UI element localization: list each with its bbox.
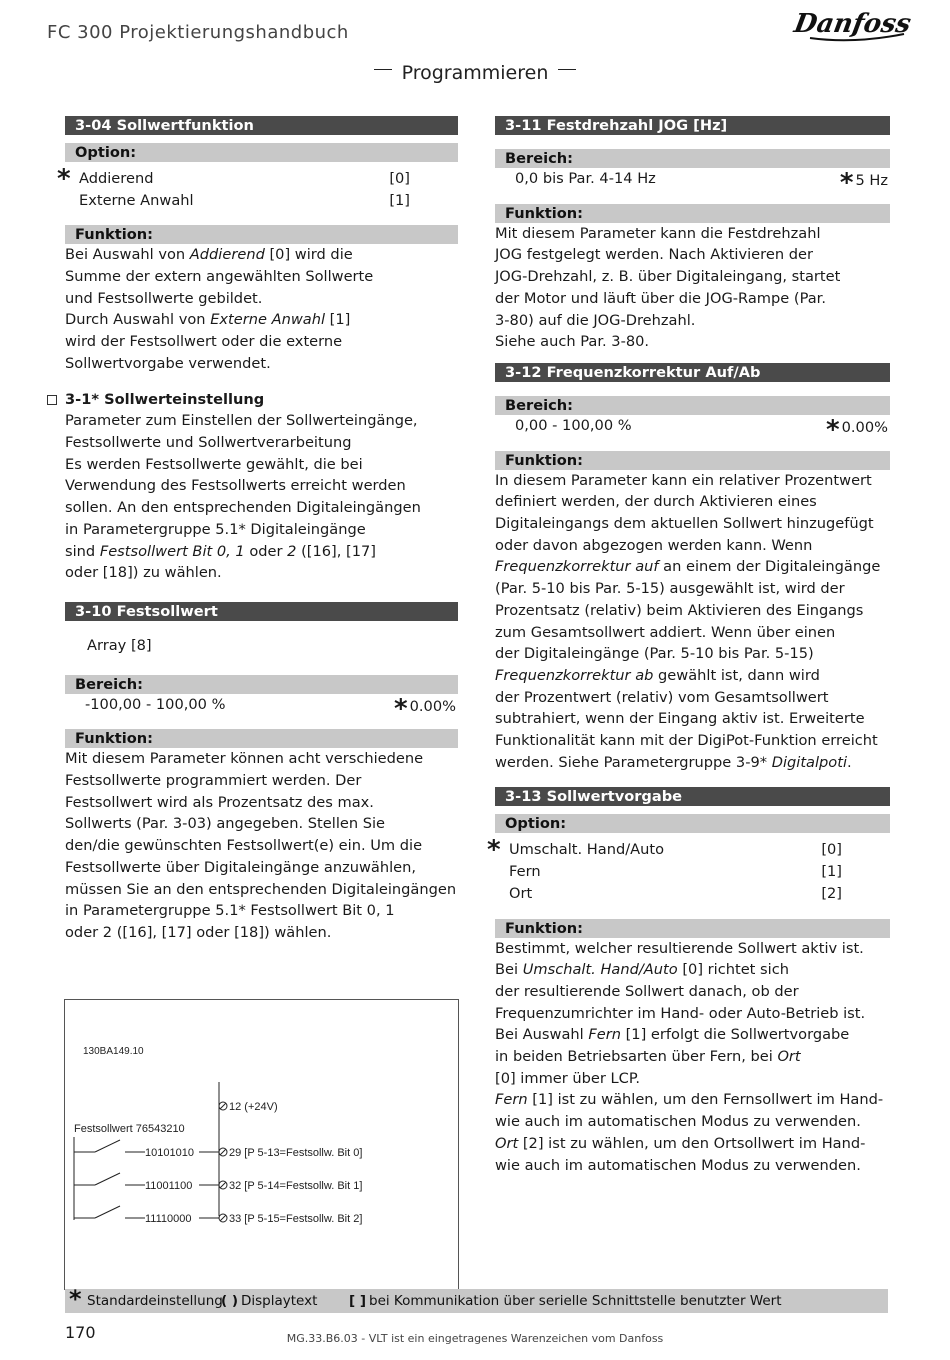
function-header: Funktion: (495, 451, 890, 470)
default-star-icon: * (394, 693, 408, 724)
function-text: In diesem Parameter kann ein relativer Prozentwert definiert werden, der durch Aktivieren eines Digitaleingangs dem aktuellen Sollwert hinzugefügt oder davon abgezogen werden kann. Wenn Frequenzkorrektur auf an einem der Digitaleingänge (Par. 5-10 bis Par. 5-15) ausgewählt ist, wird der Prozentsatz (relativ) beim Aktivieren des Eingangs zum Gesamtsollwert addiert. Wenn über einen der Digitaleingänge (Par. 5-10 bis Par. 5-15) Frequenzkorrektur ab gewählt ist, dann wird der Prozentwert (relativ) vom Gesamtsollwert subtrahiert, wenn der Eingang aktiv ist. Erweiterte Funktionalität kann mit der DigiPot-Funktion erreicht werden. Siehe Parametergruppe 3-9* Digitalpoti. (495, 471, 881, 771)
default-star-icon: * (69, 1285, 82, 1313)
option-item: Fern [1] (509, 863, 842, 881)
terminal-12: 12 (+24V) (229, 1101, 278, 1113)
option-item: * Umschalt. Hand/Auto [0] (487, 835, 842, 866)
param-3-13-header: 3-13 Sollwertvorgabe (495, 787, 890, 806)
function-header: Funktion: (65, 729, 458, 748)
wiring-diagram (64, 999, 459, 1290)
function-header: Funktion: (495, 204, 890, 223)
switch-row (74, 1206, 362, 1225)
function-text: Bei Auswahl von Addierend [0] wird die Summe der extern angewählten Sollwerte und Festsollwerte gebildet. Durch Auswahl von Externe Anwahl [1] wird der Festsollwert oder die externe Sollwertvorgabe verwendet. (65, 246, 374, 372)
function-text: Mit diesem Parameter kann die Festdrehzahl JOG festgelegt werden. Nach Aktivieren der JOG-Drehzahl, z. B. über Digitaleingang, startet der Motor und läuft über die JOG-Rampe (Par. 3-80) auf die JOG-Drehzahl. Siehe auch Par. 3-80. (495, 224, 841, 351)
svg-text:33 [P 5-15=Festsollw. Bit 2]: 33 [P 5-15=Festsollw. Bit 2] (229, 1213, 363, 1225)
footer-text: MG.33.B6.03 - VLT ist ein eingetragenes Warenzeichen vom Danfoss (286, 1332, 664, 1345)
diagram-id: 130BA149.10 (83, 1046, 144, 1057)
right-column (487, 116, 890, 1176)
option-item: * Addierend [0] (57, 164, 410, 194)
function-text: Mit diesem Parameter können acht verschiedene Festsollwerte programmiert werden. Der Festsollwert wird als Prozentsatz des max. Sollwerts (Par. 3-03) angegeben. Stellen Sie den/die gewünschten Festsollwert(e) ein. Um die Festsollwerte über Digitaleingänge anzuwählen, müssen Sie an den entsprechenden Digitaleingängen in Parametergruppe 5.1* Festsollwert Bit 0, 1 oder 2 ([16], [17] oder [18]) wählen. (65, 750, 457, 941)
switch-row (74, 1140, 362, 1159)
param-3-11-header: 3-11 Festdrehzahl JOG [Hz] (495, 116, 890, 135)
default-star-icon: * (826, 414, 840, 445)
group-3-1-title: 3-1* Sollwerteinstellung (65, 389, 458, 411)
legend-bar: * Standardeinstellung ( ) Displaytext [ ] bei Kommunikation über serielle Schnittstelle benutzter Wert (65, 1289, 888, 1313)
option-header: Option: (65, 143, 458, 162)
range-row: 0,00 - 100,00 % * 0.00% (515, 414, 888, 445)
function-header: Funktion: (495, 919, 890, 938)
range-header: Bereich: (495, 149, 890, 168)
svg-text:10101010: 10101010 (145, 1147, 194, 1159)
section-title: Programmieren (0, 62, 950, 84)
left-column (57, 116, 458, 944)
default-star-icon: * (839, 168, 854, 198)
array-info: Array [8] (87, 636, 152, 654)
group-3-1-text: Parameter zum Einstellen der Sollwerteingänge, Festsollwerte und Sollwertverarbeitung Es werden Festsollwerte gewählt, die bei Verwendung des Festsollwerts erreicht werden sollen. An den entsprechenden Digitaleingängen in Parametergruppe 5.1* Digitaleingänge sind Festsollwert Bit 0, 1 oder 2 ([16], [17] oder [18]) zu wählen. (65, 412, 421, 582)
function-text: Bestimmt, welcher resultierende Sollwert aktiv ist. Bei Umschalt. Hand/Auto [0] richtet sich der resultierende Sollwert danach, ob der Frequenzumrichter im Hand- oder Auto-Betrieb ist. Bei Auswahl Fern [1] erfolgt die Sollwertvorgabe in beiden Betriebsarten über Fern, bei Ort [0] immer über LCP. Fern [1] ist zu wählen, um den Fernsollwert im Hand- wie auch im automatischen Modus zu verwenden. Ort [2] ist zu wählen, um den Ortsollwert im Hand- wie auch im automatischen Modus zu verwenden. (495, 939, 884, 1174)
default-star-icon: * (487, 835, 501, 866)
diagram-label: Festsollwert 76543210 (74, 1123, 185, 1135)
danfoss-logo (791, 4, 914, 44)
range-row: -100,00 - 100,00 % * 0.00% (85, 693, 456, 724)
page-number: 170 (65, 1323, 96, 1342)
switch-row (74, 1173, 362, 1192)
svg-text:Danfoss: Danfoss (791, 8, 914, 39)
checkbox-icon (47, 395, 57, 405)
svg-text:11110000: 11110000 (145, 1213, 192, 1225)
default-star-icon: * (57, 164, 71, 194)
document-title: FC 300 Projektierungshandbuch (47, 22, 349, 43)
range-header: Bereich: (495, 396, 890, 415)
param-3-10-header: 3-10 Festsollwert (65, 602, 458, 621)
function-header: Funktion: (65, 225, 458, 244)
option-item: Externe Anwahl [1] (79, 191, 410, 209)
range-row: 0,0 bis Par. 4-14 Hz * 5 Hz (515, 168, 888, 198)
option-item: Ort [2] (509, 884, 842, 902)
param-3-04-header: 3-04 Sollwertfunktion (65, 116, 458, 135)
param-3-12-header: 3-12 Frequenzkorrektur Auf/Ab (495, 363, 890, 382)
option-header: Option: (495, 814, 890, 833)
svg-text:29 [P 5-13=Festsollw. Bit 0]: 29 [P 5-13=Festsollw. Bit 0] (229, 1147, 363, 1159)
svg-text:32 [P 5-14=Festsollw. Bit 1]: 32 [P 5-14=Festsollw. Bit 1] (229, 1180, 363, 1192)
range-header: Bereich: (65, 675, 458, 694)
svg-text:11001100: 11001100 (145, 1180, 193, 1192)
